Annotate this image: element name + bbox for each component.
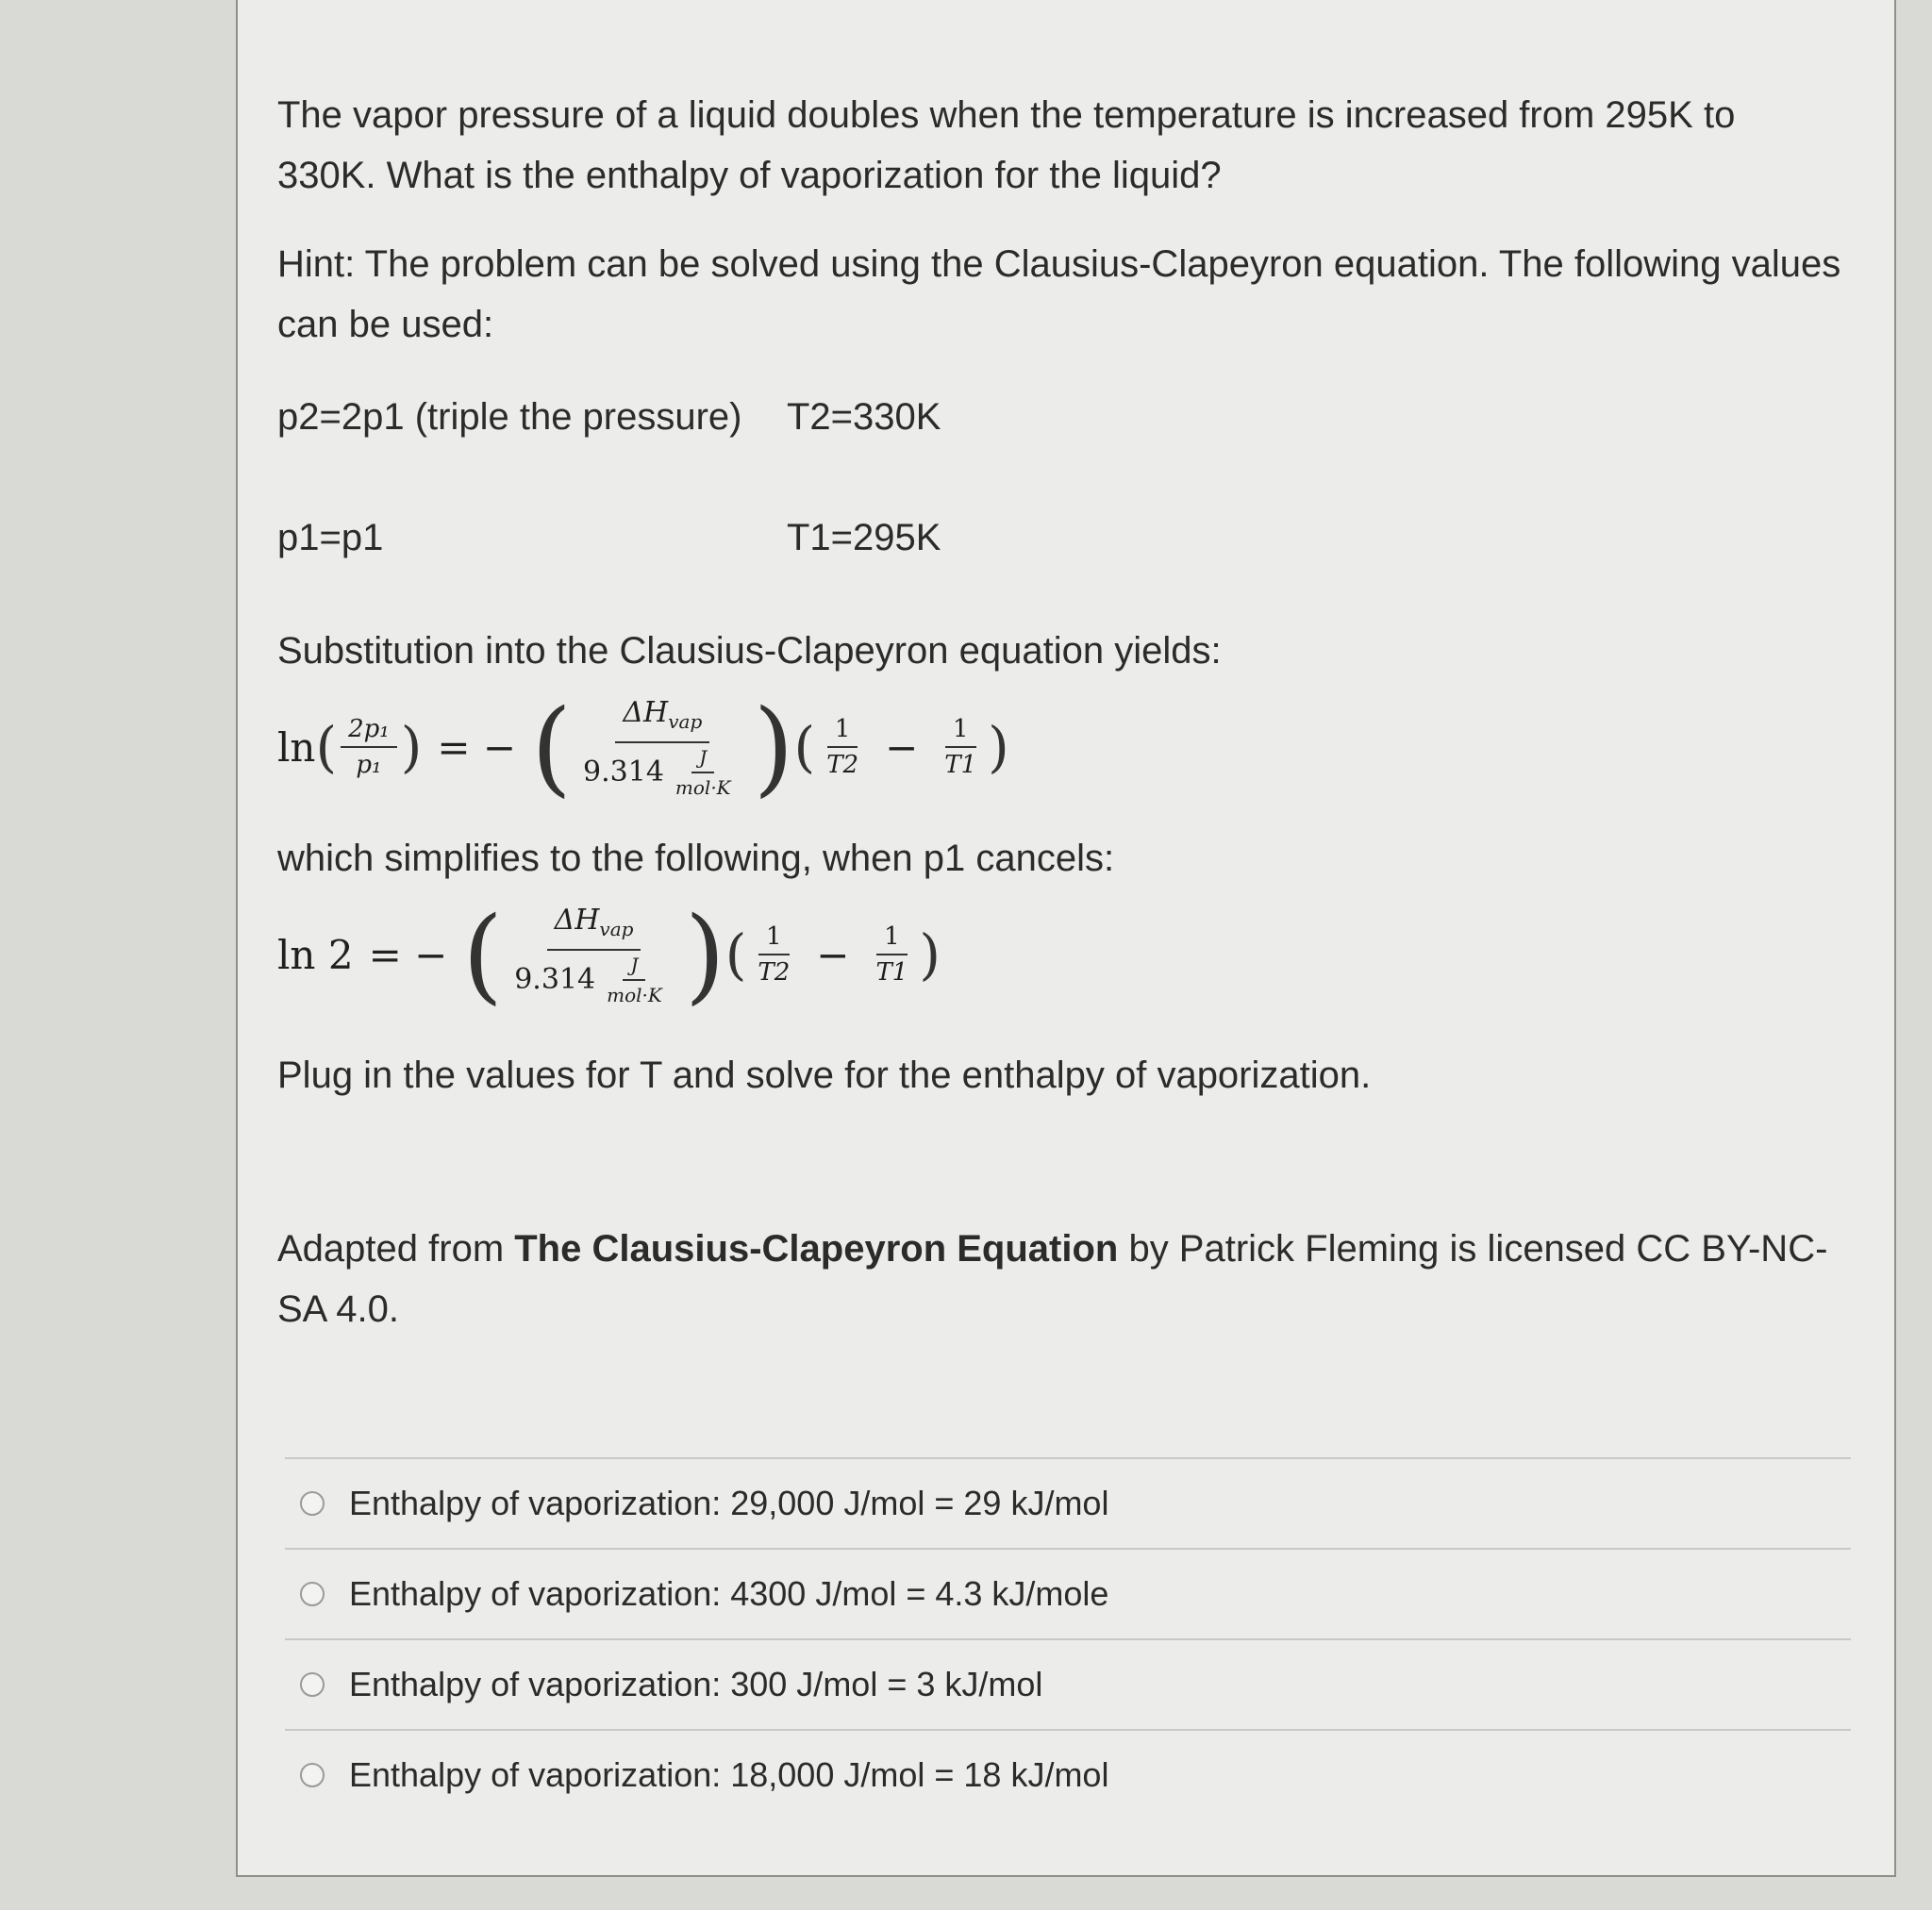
equation-simplified: [277, 889, 1843, 1021]
eq1-r-value: 9.314: [583, 755, 664, 789]
eq1-equals: = −: [437, 723, 517, 771]
question-content: [277, 85, 1843, 1339]
eq2-enthalpy-num: [547, 905, 641, 951]
eq1-temp-open-paren: (: [793, 715, 816, 779]
eq1-t1-fraction: [937, 716, 984, 778]
eq1-dh-sub: vap: [668, 709, 703, 733]
value-p2: p2=2p1 (triple the pressure): [277, 396, 742, 438]
eq1-ln: ln: [277, 723, 316, 771]
eq2-r-value: 9.314: [514, 962, 596, 996]
eq1-temp-close-paren: ): [988, 715, 1009, 779]
hint-text: Hint: The problem can be solved using the Clausius-Clapeyron equation. The following values can be used:: [277, 243, 1841, 345]
question-text: The vapor pressure of a liquid doubles when the temperature is increased from 295K to 330K. What is the enthalpy of vaporization for the liquid?: [277, 94, 1736, 196]
radio-button-4[interactable]: [300, 1763, 325, 1787]
eq2-unit-fraction: [599, 955, 670, 1005]
eq1-t1-den: T1: [944, 751, 977, 779]
eq2-dh: ΔH: [554, 903, 600, 937]
eq1-dh: ΔH: [623, 695, 669, 729]
attribution-text: [277, 1219, 1843, 1339]
eq1-pressure-fraction: [341, 716, 397, 778]
attribution-prefix: Adapted from: [277, 1228, 515, 1270]
eq1-enthalpy-num: [615, 697, 709, 743]
eq1-big-open-paren: (: [531, 687, 573, 807]
answer-option-2[interactable]: [285, 1550, 1851, 1638]
eq2-temp-close-paren: ): [919, 922, 941, 987]
radio-button-1[interactable]: [300, 1491, 325, 1516]
eq2-big-close-paren: ): [684, 894, 725, 1015]
eq2-lhs: ln 2: [277, 931, 354, 978]
eq2-t1-fraction: [868, 923, 915, 986]
eq2-big-open-paren: (: [462, 894, 504, 1015]
equation-substitution: [277, 681, 1843, 813]
eq2-t2-num: 1: [758, 923, 790, 955]
eq2-equals: = −: [368, 931, 448, 978]
answer-option-3-label[interactable]: Enthalpy of vaporization: 300 J/mol = 3 kJ/mol: [349, 1665, 1043, 1703]
eq2-t2-den: T2: [758, 958, 791, 987]
value-p1: p1=p1: [277, 517, 384, 558]
radio-button-3[interactable]: [300, 1672, 325, 1697]
eq2-t1-den: T1: [875, 958, 908, 987]
answer-option-1[interactable]: [285, 1459, 1851, 1548]
eq2-minus: −: [816, 931, 850, 978]
question-panel: [236, 0, 1896, 1877]
eq1-t1-num: 1: [945, 716, 976, 748]
answer-option-1-label[interactable]: Enthalpy of vaporization: 29,000 J/mol = 29 kJ/mol: [349, 1484, 1109, 1522]
eq2-enthalpy-fraction: [507, 905, 681, 1005]
simplify-text: which simplifies to the following, when p1 cancels:: [277, 838, 1115, 879]
eq2-dh-sub: vap: [599, 917, 634, 940]
answer-options: [285, 1457, 1851, 1819]
eq1-unit-num: J: [691, 747, 714, 773]
answer-option-4-label[interactable]: Enthalpy of vaporization: 18,000 J/mol = 18 kJ/mol: [349, 1755, 1109, 1794]
eq2-unit-num: J: [623, 955, 645, 981]
eq1-t2-den: T2: [826, 751, 859, 779]
eq1-unit-fraction: [668, 747, 739, 798]
attribution-suffix: by Patrick Fleming is licensed CC BY-NC-SA 4.0.: [277, 1228, 1828, 1330]
eq2-unit-den: mol·K: [607, 983, 662, 1006]
given-values: [277, 375, 1843, 611]
eq2-t1-num: 1: [876, 923, 908, 955]
answer-option-4[interactable]: [285, 1731, 1851, 1819]
eq2-temp-open-paren: (: [724, 922, 747, 987]
eq1-enthalpy-den: [575, 743, 750, 798]
eq1-enthalpy-fraction: [575, 697, 750, 798]
attribution-title: The Clausius-Clapeyron Equation: [514, 1228, 1119, 1270]
plug-text: Plug in the values for T and solve for the enthalpy of vaporization.: [277, 1055, 1372, 1096]
eq1-big-close-paren: ): [753, 687, 794, 807]
answer-option-3[interactable]: [285, 1640, 1851, 1729]
eq1-close-paren: ): [400, 715, 423, 779]
eq2-enthalpy-den: [507, 951, 681, 1005]
eq1-t2-num: 1: [827, 716, 858, 748]
eq1-minus: −: [885, 723, 919, 771]
eq1-unit-den: mol·K: [675, 775, 731, 799]
answer-option-2-label[interactable]: Enthalpy of vaporization: 4300 J/mol = 4.3 kJ/mole: [349, 1574, 1109, 1613]
value-t1: T1=295K: [787, 517, 941, 558]
eq1-pressure-num: 2p₁: [341, 716, 397, 748]
radio-button-2[interactable]: [300, 1582, 325, 1606]
eq1-t2-fraction: [819, 716, 866, 778]
value-t2: T2=330K: [787, 396, 941, 438]
eq1-open-paren: (: [315, 715, 338, 779]
eq1-pressure-den: p₁: [356, 751, 382, 779]
eq2-t2-fraction: [750, 923, 797, 986]
substitution-text: Substitution into the Clausius-Clapeyron equation yields:: [277, 630, 1222, 672]
